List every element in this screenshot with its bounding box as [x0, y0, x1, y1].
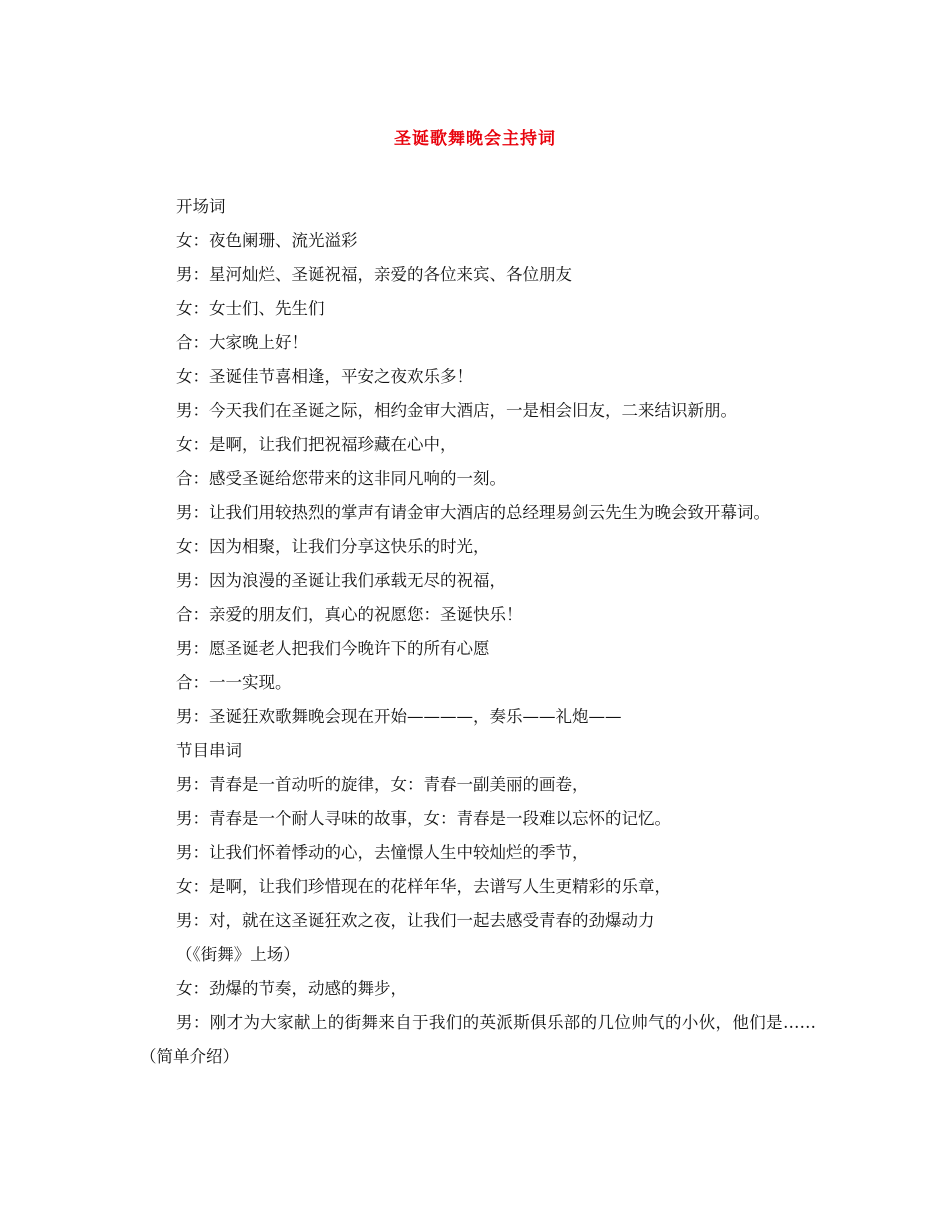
paragraph: 合：一一实现。: [176, 673, 292, 692]
paragraph: 男：圣诞狂欢歌舞晚会现在开始————，奏乐——礼炮——: [176, 707, 622, 726]
paragraph: 节目串词: [176, 741, 242, 760]
paragraph: 男：愿圣诞老人把我们今晚许下的所有心愿: [176, 639, 490, 658]
paragraph: 男：对，就在这圣诞狂欢之夜，让我们一起去感受青春的劲爆动力: [176, 911, 655, 930]
paragraph: 男：今天我们在圣诞之际，相约金审大酒店，一是相会旧友，二来结识新朋。: [176, 401, 737, 420]
paragraph: 男：让我们用较热烈的掌声有请金审大酒店的总经理易剑云先生为晚会致开幕词。: [176, 503, 770, 522]
paragraph: 开场词: [176, 197, 226, 216]
document-title: 圣诞歌舞晚会主持词: [394, 129, 556, 149]
paragraph: 男：让我们怀着悸动的心，去憧憬人生中较灿烂的季节，: [176, 843, 589, 862]
paragraph: （《街舞》上场）: [176, 945, 300, 964]
paragraph: 女：是啊，让我们把祝福珍藏在心中，: [176, 435, 457, 454]
paragraph: 男：刚才为大家献上的街舞来自于我们的英派斯俱乐部的几位帅气的小伙，他们是……（简单介绍）: [140, 1013, 816, 1066]
paragraph: 女：是啊，让我们珍惜现在的花样年华，去谱写人生更精彩的乐章，: [176, 877, 671, 896]
paragraph: 女：女士们、先生们: [176, 299, 325, 318]
paragraph: 合：大家晚上好！: [176, 333, 308, 352]
document-body: [140, 190, 816, 1074]
paragraph: 合：感受圣诞给您带来的这非同凡响的一刻。: [176, 469, 506, 488]
paragraph: 男：因为浪漫的圣诞让我们承载无尽的祝福，: [176, 571, 506, 590]
paragraph: 合：亲爱的朋友们，真心的祝愿您：圣诞快乐！: [176, 605, 523, 624]
paragraph: 女：夜色阑珊、流光溢彩: [176, 231, 358, 250]
paragraph: 女：圣诞佳节喜相逢，平安之夜欢乐多！: [176, 367, 473, 386]
paragraph: 女：劲爆的节奏，动感的舞步，: [176, 979, 407, 998]
paragraph: 男：青春是一个耐人寻味的故事，女：青春是一段难以忘怀的记忆。: [176, 809, 671, 828]
paragraph: 男：星河灿烂、圣诞祝福，亲爱的各位来宾、各位朋友: [176, 265, 572, 284]
paragraph: 男：青春是一首动听的旋律，女：青春一副美丽的画卷，: [176, 775, 589, 794]
paragraph: 女：因为相聚，让我们分享这快乐的时光，: [176, 537, 490, 556]
